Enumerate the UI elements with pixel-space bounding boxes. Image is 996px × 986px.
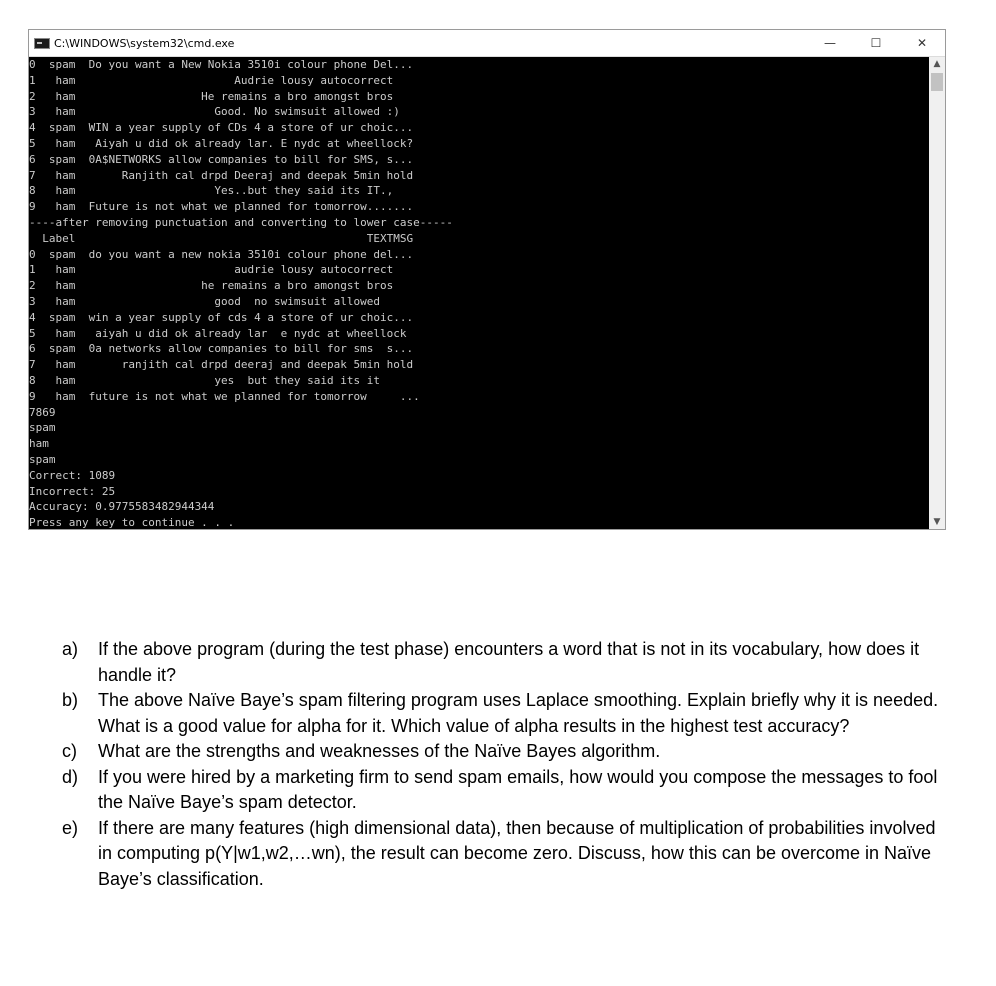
console-line: 0 spam do you want a new nokia 3510i colour phone del... (29, 247, 414, 261)
question-label: a) (62, 639, 79, 659)
question-item (62, 739, 952, 765)
question-item (62, 688, 952, 739)
console-line: 3 ham Good. No swimsuit allowed :) (29, 105, 400, 119)
console-line: ----after removing punctuation and converting to lower case----- (29, 215, 453, 229)
scroll-up-icon[interactable]: ▲ (933, 59, 941, 69)
console-line: 8 ham yes but they said its it (29, 373, 380, 387)
console-line: spam (29, 421, 56, 435)
console-line: Label TEXTMSG (29, 231, 414, 245)
console-line: 2 ham He remains a bro amongst bros (29, 89, 394, 103)
question-item (62, 765, 952, 816)
console-line: spam (29, 452, 56, 466)
console-line: 4 spam WIN a year supply of CDs 4 a store of ur choic... (29, 121, 414, 135)
console-line: 7 ham ranjith cal drpd deeraj and deepak 5min hold (29, 358, 414, 372)
console-line: 3 ham good no swimsuit allowed (29, 294, 380, 308)
console-line: 2 ham he remains a bro amongst bros (29, 279, 394, 293)
console-line: 5 ham Aiyah u did ok already lar. E nydc at wheellock? (29, 136, 414, 150)
console-line: 4 spam win a year supply of cds 4 a store of ur choic... (29, 310, 414, 324)
console-line: 9 ham future is not what we planned for tomorrow ... (29, 389, 420, 403)
scroll-down-icon[interactable]: ▼ (933, 517, 941, 527)
cmd-icon (34, 38, 50, 49)
console-line: Accuracy: 0.9775583482944344 (29, 500, 215, 514)
maximize-button[interactable]: ☐ (870, 36, 882, 50)
console-line: 1 ham audrie lousy autocorrect (29, 263, 394, 277)
console-line: ham (29, 437, 49, 451)
minimize-button[interactable]: — (824, 36, 836, 50)
question-item (62, 816, 952, 893)
console-output[interactable] (29, 57, 929, 529)
scroll-thumb[interactable] (931, 73, 943, 91)
console-line: 8 ham Yes..but they said its IT., (29, 184, 394, 198)
window-controls (807, 30, 945, 56)
question-label: e) (62, 817, 79, 838)
question-label: b) (62, 690, 79, 710)
question-item (62, 637, 952, 688)
cmd-window (28, 29, 946, 530)
console-line: 6 spam 0a networks allow companies to bill for sms s... (29, 342, 414, 356)
console-line: 6 spam 0A$NETWORKS allow companies to bill for SMS, s... (29, 152, 414, 166)
question-label: d) (62, 766, 79, 787)
question-list (62, 637, 952, 892)
window-title: C:\WINDOWS\system32\cmd.exe (54, 36, 235, 50)
console-line: 1 ham Audrie lousy autocorrect (29, 73, 394, 87)
console-line: 0 spam Do you want a New Nokia 3510i colour phone Del... (29, 58, 414, 71)
console-line: Incorrect: 25 (29, 484, 116, 498)
console-line: Correct: 1089 (29, 468, 116, 482)
console-line: 7 ham Ranjith cal drpd Deeraj and deepak 5min hold (29, 168, 414, 182)
vertical-scrollbar[interactable] (929, 57, 945, 529)
console-line: Press any key to continue . . . (29, 516, 235, 529)
question-text: What are the strengths and weaknesses of the Naïve Bayes algorithm. (98, 741, 661, 761)
question-label: c) (62, 741, 77, 761)
question-text: The above Naïve Baye’s spam filtering program uses Laplace smoothing. Explain briefly why it is needed. What is a good value for alpha for it. Which value of alpha results in the highest test accuracy? (98, 690, 939, 736)
console-line: 9 ham Future is not what we planned for tomorrow....... (29, 200, 414, 214)
console-line: 5 ham aiyah u did ok already lar e nydc at wheellock (29, 326, 407, 340)
console-line: 7869 (29, 405, 56, 419)
question-text: If you were hired by a marketing firm to send spam emails, how would you compose the messages to fool the Naïve Baye’s spam detector. (98, 766, 938, 812)
title-bar[interactable] (29, 30, 945, 57)
close-button[interactable]: ✕ (916, 36, 928, 50)
question-text: If there are many features (high dimensional data), then because of multiplication of probabilities involved in computing p(Y|w1,w2,…wn), the result can become zero. Discuss, how this can be overcome in Naïve Baye’s classification. (98, 817, 936, 889)
question-text: If the above program (during the test phase) encounters a word that is not in its vocabulary, how does it handle it? (98, 639, 920, 685)
